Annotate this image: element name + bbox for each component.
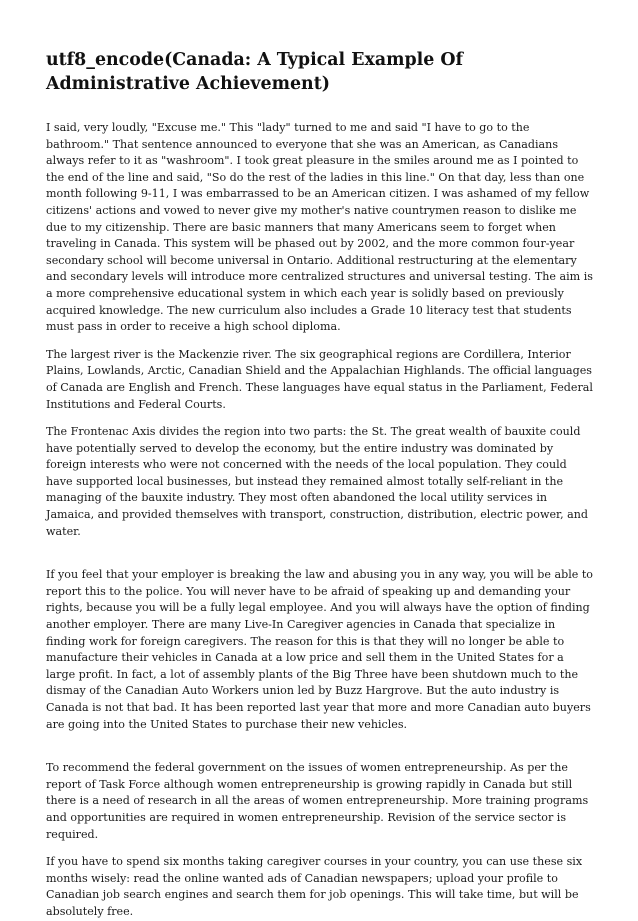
document-page [46, 48, 596, 921]
paragraph-education: I said, very loudly, "Excuse me." This "lady" turned to me and said "I have to go to the bathroom." That sentence announced to everyone that she was an American, as Canadians always refer to it as "washroom". I took great pleasure in the smiles around me as I pointed to the end of the line and said, "So do the rest of the ladies in this line." On that day, less than one month following 9-11, I was embarrassed to be an American citizen. I was ashamed of my fellow citizens' actions and vowed to never give my mother's native countrymen reason to dislike me due to my citizenship. There are basic manners that many Americans seem to forget when traveling in Canada. This system will be phased out by 2002, and the more common four-year secondary school will become universal in Ontario. Additional restructuring at the elementary and secondary levels will introduce more centralized structures and universal testing. The aim is a more comprehensive educational system in which each year is solidly based on previously acquired knowledge. The new curriculum also includes a Grade 10 literacy test that students must pass in order to receive a high school diploma. [46, 121, 593, 334]
paragraph-entrepreneurship: To recommend the federal government on the issues of women entrepreneurship. As per the report of Task Force although women entrepreneurship is growing rapidly in Canada but still there is a need of research in all the areas of women entrepreneurship. More training programs and opportunities are required in women entrepreneurship. Revision of the service sector is required. [46, 761, 589, 841]
paragraph-spacer [46, 336, 596, 347]
paragraph-spacer [46, 843, 596, 854]
document-title: utf8_encode(Canada: A Typical Example Of Administrative Achievement) [46, 50, 464, 94]
paragraph-spacer [46, 733, 596, 760]
paragraph-bauxite: The Frontenac Axis divides the region into two parts: the St. The great wealth of bauxite could have potentially served to develop the economy, but the entire industry was dominated by foreign interests who were not concerned with the needs of the local population. They could have supported local businesses, but instead they remained almost totally self-reliant in the managing of the bauxite industry. They most often abandoned the local utility services in Jamaica, and provided themselves with transport, construction, distribution, electric power, and water. [46, 425, 589, 538]
paragraph-employment: If you feel that your employer is breaking the law and abusing you in any way, you will be able to report this to the police. You will never have to be afraid of speaking up and demanding your rights, because you will be a fully legal employee. And you will always have the option of finding another employer. There are many Live-In Caregiver agencies in Canada that specialize in finding work for foreign caregivers. The reason for this is that they will no longer be able to manufacture their vehicles in Canada at a low price and sell them in the United States for a large profit. In fact, a lot of assembly plants of the Big Three have been shutdown much to the dismay of the Canadian Auto Workers union led by Buzz Hargrove. But the auto industry is Canada is not that bad. It has been reported last year that more and more Canadian auto buyers are going into the United States to purchase their new vehicles. [46, 568, 593, 731]
paragraph-geography: The largest river is the Mackenzie river. The six geographical regions are Cordillera, Interior Plains, Lowlands, Arctic, Canadian Shield and the Appalachian Highlands. The official languages of Canada are English and French. These languages have equal status in the Parliament, Federal Institutions and Federal Courts. [46, 347, 593, 411]
paragraph-spacer [46, 540, 596, 567]
paragraph-spacer [46, 413, 596, 424]
paragraph-caregiver: If you have to spend six months taking caregiver courses in your country, you can use these six months wisely: read the online wanted ads of Canadian newspapers; upload your profile to Canadian job search engines and search them for job openings. This will take time, but will be absolutely free. [46, 855, 583, 918]
